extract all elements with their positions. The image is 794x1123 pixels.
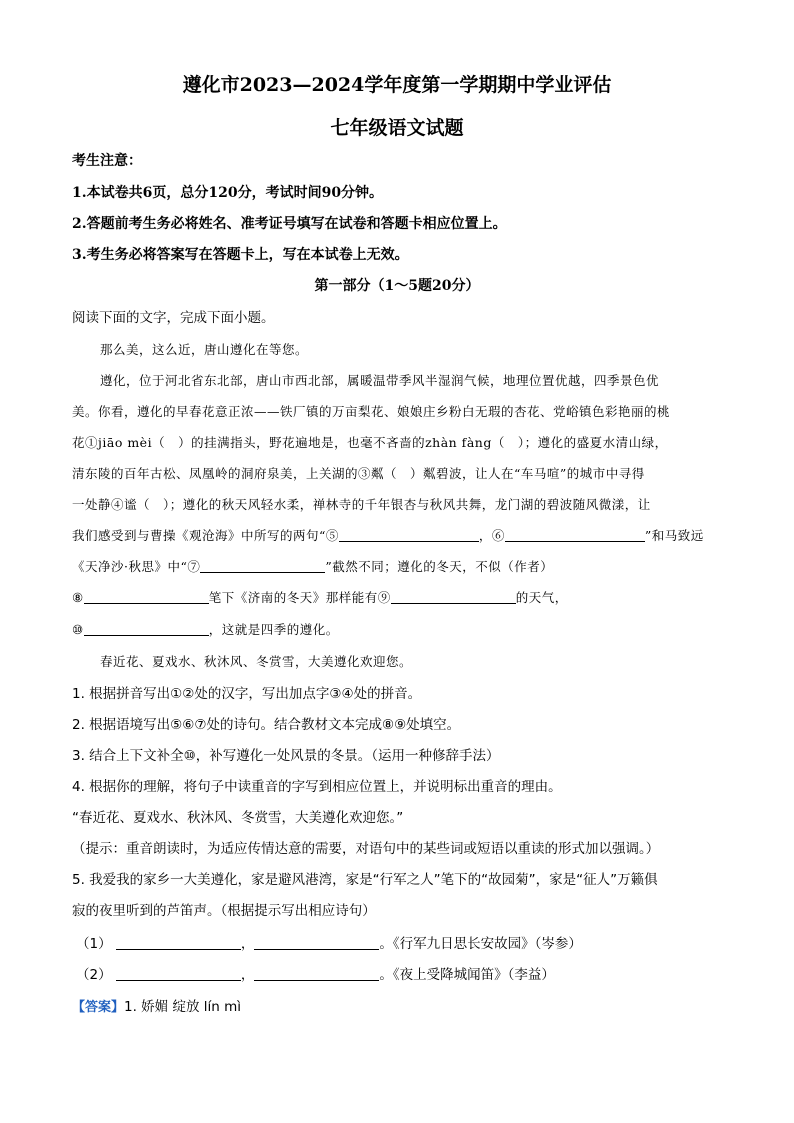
part-title: 第一部分（1～5题20分） [314, 278, 480, 294]
blank-10[interactable] [84, 621, 209, 636]
question-4-sentence: “春近花、夏戏水、秋沐风、冬赏雪，大美遵化欢迎您。” [72, 810, 404, 826]
q5-item-2-blank-b[interactable] [254, 966, 379, 981]
question-5-cont: 寂的夜里听到的芦笛声。（根据提示写出相应诗句） [72, 903, 376, 919]
notice-item-2: 2.答题前考生务必将姓名、准考证号填写在试卷和答题卡相应位置上。 [72, 216, 507, 232]
q5-item-2: （2） ， 。《夜上受降城闻笛》（李益） [76, 967, 555, 983]
passage-line-7-b: ”截然不同；遵化的冬天，不似（作者） [325, 559, 554, 574]
blank-8[interactable] [84, 589, 209, 604]
q5-item-1: （1） ， 。《行军九日思长安故园》（岑参） [76, 936, 582, 952]
passage-line-8 [72, 588, 734, 606]
answer-text: 1. 娇媚 绽放 lín mì [124, 999, 242, 1015]
blank-5[interactable] [339, 527, 479, 542]
q5-item-1-num: （1） [76, 936, 112, 952]
passage-line-7 [72, 557, 734, 575]
notice-item-3: 3.考生务必将答案写在答题卡上，写在本试卷上无效。 [72, 247, 409, 263]
passage-line-9 [72, 620, 734, 638]
q5-item-1-source: 。《行军九日思长安故园》（岑参） [379, 936, 582, 952]
question-5: 5. 我爱我的家乡一大美遵化，家是避风港湾，家是“行军之人”笔下的“故园菊”，家是“征人”万籁俱 [72, 872, 658, 888]
q5-item-2-blank-a[interactable] [116, 966, 241, 981]
passage-line-6-c: ”和马致远 [644, 528, 704, 543]
answer-line [72, 995, 734, 1015]
blank-6[interactable] [505, 527, 645, 542]
q5-item-2-num: （2） [76, 967, 112, 983]
blank-9[interactable] [391, 589, 516, 604]
blank-7[interactable] [200, 558, 325, 573]
notice-item-1: 1.本试卷共6页，总分120分，考试时间90分钟。 [72, 185, 384, 201]
answer-tag: 【答案】 [72, 1000, 125, 1015]
passage-line-7-a: 《天净沙·秋思》中“⑦ [72, 559, 201, 574]
question-1: 1. 根据拼音写出①②处的汉字，写出加点字③④处的拼音。 [72, 686, 422, 702]
question-4: 4. 根据你的理解，将句子中读重音的字写到相应位置上，并说明标出重音的理由。 [72, 779, 562, 795]
question-3: 3. 结合上下文补全⑩，补写遵化一处风景的冬景。（运用一种修辞手法） [72, 748, 500, 764]
notice-heading: 考生注意： [72, 153, 142, 169]
passage-line-6-b: ，⑥ [478, 528, 505, 543]
passage-line-5: 一处静④谧（ ）；遵化的秋天风轻水柔，禅林寺的千年银杏与秋风共舞，龙门湖的碧波随风微漾，让 [72, 497, 651, 512]
question-2: 2. 根据语境写出⑤⑥⑦处的诗句。结合教材文本完成⑧⑨处填空。 [72, 717, 461, 733]
passage-line-6-a: 我们感受到与曹操《观沧海》中所写的两句“⑤ [72, 528, 339, 543]
q5-item-1-blank-a[interactable] [116, 935, 241, 950]
passage-line-3: 花①jiāo mèi（ ）的挂满指头，野花遍地是，也毫不吝啬的zhàn fàng（ ）；遵化的盛夏水清山绿， [72, 435, 668, 450]
passage-line-6 [72, 526, 734, 544]
q5-item-1-blank-b[interactable] [254, 935, 379, 950]
passage-line-8-a: ⑧ [72, 590, 84, 605]
exam-title: 遵化市2023—2024学年度第一学期期中学业评估 [182, 74, 612, 96]
q5-item-2-source: 。《夜上受降城闻笛》（李益） [379, 967, 555, 983]
reading-instruction: 阅读下面的文字，完成下面小题。 [72, 310, 275, 326]
exam-subtitle: 七年级语文试题 [330, 117, 464, 139]
passage-line-4: 清东陵的百年古松、凤凰岭的洞府泉美，上关湖的③粼（ ）粼碧波，让人在“车马喧”的城市中寻得 [72, 466, 645, 481]
passage-line-8-c: 的天气， [515, 590, 568, 605]
passage-line-2: 美。你看，遵化的早春花意正浓——铁厂镇的万亩梨花、娘娘庄乡粉白无瑕的杏花、党峪镇色彩艳丽的桃 [72, 404, 671, 419]
passage-line-1: 遵化，位于河北省东北部，唐山市西北部，属暖温带季风半湿润气候，地理位置优越，四季景色优 [100, 373, 660, 388]
passage-intro: 那么美，这么近，唐山遵化在等您。 [100, 342, 309, 357]
passage-line-8-b: 笔下《济南的冬天》那样能有⑨ [208, 590, 391, 605]
passage-line-9-a: ⑩ [72, 622, 84, 637]
passage-outro: 春近花、夏戏水、秋沐风、冬赏雪，大美遵化欢迎您。 [100, 654, 413, 669]
question-4-hint: （提示：重音朗读时，为适应传情达意的需要，对语句中的某些词或短语以重读的形式加以强调。） [72, 841, 660, 857]
passage-line-9-b: ，这就是四季的遵化。 [208, 622, 339, 637]
